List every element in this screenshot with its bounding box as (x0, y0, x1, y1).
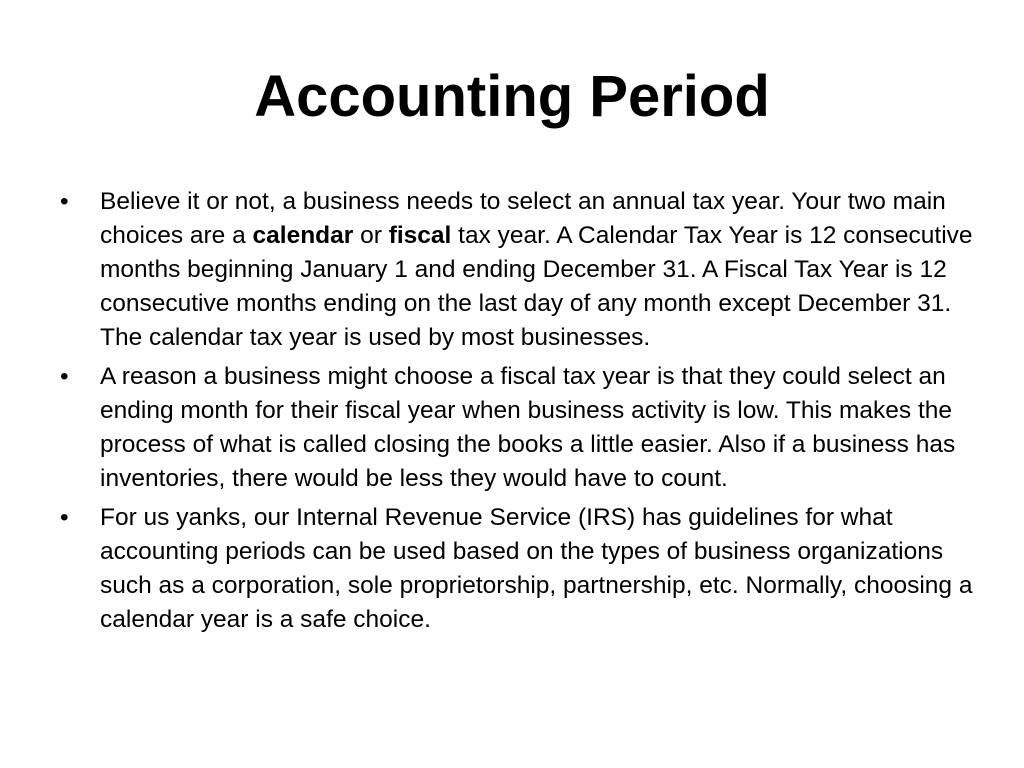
bold-term-calendar: calendar (252, 222, 354, 249)
bullet-list (58, 185, 988, 642)
bullet-text (100, 188, 973, 351)
bullet-marker-icon: • (60, 504, 69, 531)
bullet-item-irs-guidelines (58, 501, 988, 637)
bullet-text: For us yanks, our Internal Revenue Service (IRS) has guidelines for what accounting periods can be used based on the types of business organizations such as a corporation, sole proprietorship, partnership, etc. Normally, choosing a calendar year is a safe choice. (100, 504, 973, 633)
bullet-text: A reason a business might choose a fiscal tax year is that they could select an ending month for their fiscal year when business activity is low. This makes the process of what is called closing the books a little easier. Also if a business has inventories, there would be less they would have to count. (100, 363, 956, 492)
slide-title: Accounting Period (254, 64, 770, 129)
bullet-text-part: tax year. A Calendar Tax Year is 12 consecutive months beginning January 1 and ending December 31. A Fiscal Tax Year is 12 consecutive months ending on the last day of any month except December 31. The calendar tax year is used by most businesses. (100, 222, 973, 351)
bold-term-fiscal: fiscal (388, 222, 452, 249)
bullet-item-tax-year (58, 185, 988, 355)
bullet-marker-icon: • (60, 188, 69, 215)
bullet-text-part: or (353, 222, 389, 249)
bullet-text-part: Believe it or not, a business needs to select an annual tax year. Your two main choices are a (100, 188, 946, 249)
bullet-marker-icon: • (60, 363, 69, 390)
bullet-item-fiscal-reason (58, 360, 988, 496)
